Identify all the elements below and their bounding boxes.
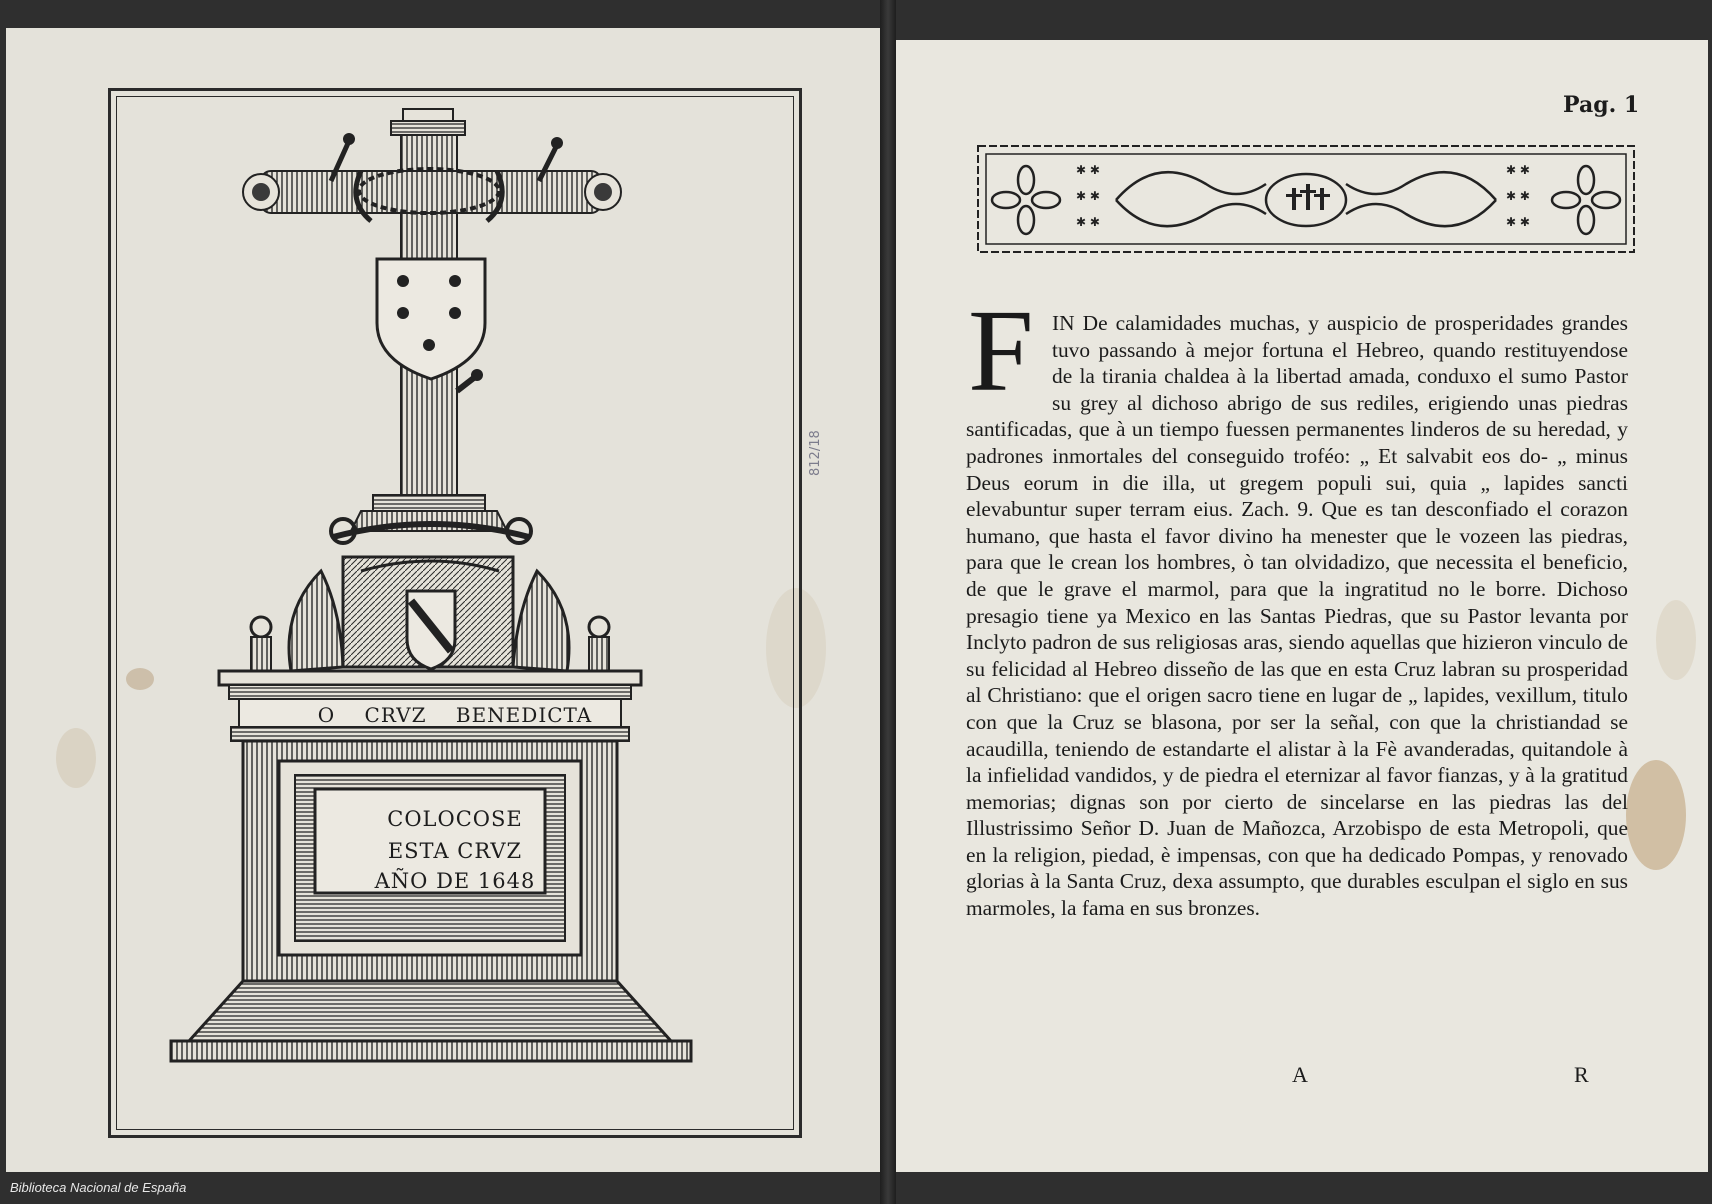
svg-text:✱ ✱: ✱ ✱ — [1506, 215, 1530, 229]
paper-stain — [56, 728, 96, 788]
svg-text:✱ ✱: ✱ ✱ — [1506, 189, 1530, 203]
drop-cap — [964, 285, 1046, 416]
svg-text:✱ ✱: ✱ ✱ — [1506, 163, 1530, 177]
signature-mark: A — [1292, 1062, 1308, 1087]
left-page — [6, 28, 880, 1172]
catchword: R — [1574, 1062, 1589, 1087]
library-credit: Biblioteca Nacional de España — [10, 1180, 187, 1195]
plaque-line-1: COLOCOSE — [387, 807, 523, 831]
svg-text:✱ ✱: ✱ ✱ — [1076, 215, 1100, 229]
banner-inscription: O CRVZ BENEDICTA — [317, 703, 593, 727]
woodcut-illustration — [108, 88, 802, 1138]
headpiece-ornament — [976, 144, 1636, 254]
plaque-line-3: AÑO DE 1648 — [374, 869, 536, 893]
plaque-line-2: ESTA CRVZ — [387, 839, 523, 863]
book-gutter — [880, 0, 896, 1204]
cross-monument-drawing — [111, 91, 799, 1135]
paper-stain — [1626, 760, 1686, 870]
body-text-column — [966, 285, 1628, 922]
paper-stain — [1656, 600, 1696, 680]
shelfmark-annotation: 812/18 — [808, 430, 823, 476]
page-number: Pag. 1 — [1563, 92, 1640, 118]
drop-cap-letter: F — [968, 285, 1034, 416]
body-paragraph: IN De calamidades muchas, y auspicio de prosperidades grandes tuvo passando à mejor fortuna el Hebreo, quando restituyendose de la tirania chaldea à la libertad amada, conduxo el sumo Pastor su grey al dichoso abrigo de sus rediles, erigiendo unas piedras santificadas, que à un tiempo fuessen permanentes linderos de su heredad, y padrones inmortales del conseguido troféo: „ Et salvabit eos do- „ minus Deus eorum in die illa, ut gregem populi sui, quia „ lapides sancti elevabuntur super terram eius. Zach. 9. Que es tan desconfiado el corazon humano, que hasta el favor divino ha menester que le vozeen las piedras, para que le crean los hombres, ò tan olvidadizo, que necessita el beneficio, de que le grave el marmol, para que la ingratitud no le borre. Dichoso presagio tiene ya Mexico en las Santas Piedras, que su Pastor levanta por Inclyto padron de sus religiosas aras, siendo aquellas que hizieron vinculo de su felicidad al Hebreo disseño de las que en esta Cruz labran su prosperidad al Christiano: que el origen sacro tiene en lugar de „ lapides, vexillum, titulo con que la Cruz se blasona, por ser la señal, con que la christiandad se acaudilla, teniendo de estandarte el alistar à la Fè avanderadas, quitandole à la infielidad vandidos, y de piedra el eternizar al favor fianzas, y à la gratitud memorias; dignas son por cierto de sincelarse en las piedras las del Illustrissimo Señor D. Juan de Mañozca, Arzobispo de esta Metropoli, que en la religion, piedad, è impensas, con que ha dedicado Pompas, y renovado glorias à la Santa Cruz, dexa assumpto, que durables esculpan el siglo en sus marmoles, la fama en sus bronzes. — [966, 311, 1628, 921]
svg-text:✱ ✱: ✱ ✱ — [1076, 163, 1100, 177]
svg-text:✱ ✱: ✱ ✱ — [1076, 189, 1100, 203]
